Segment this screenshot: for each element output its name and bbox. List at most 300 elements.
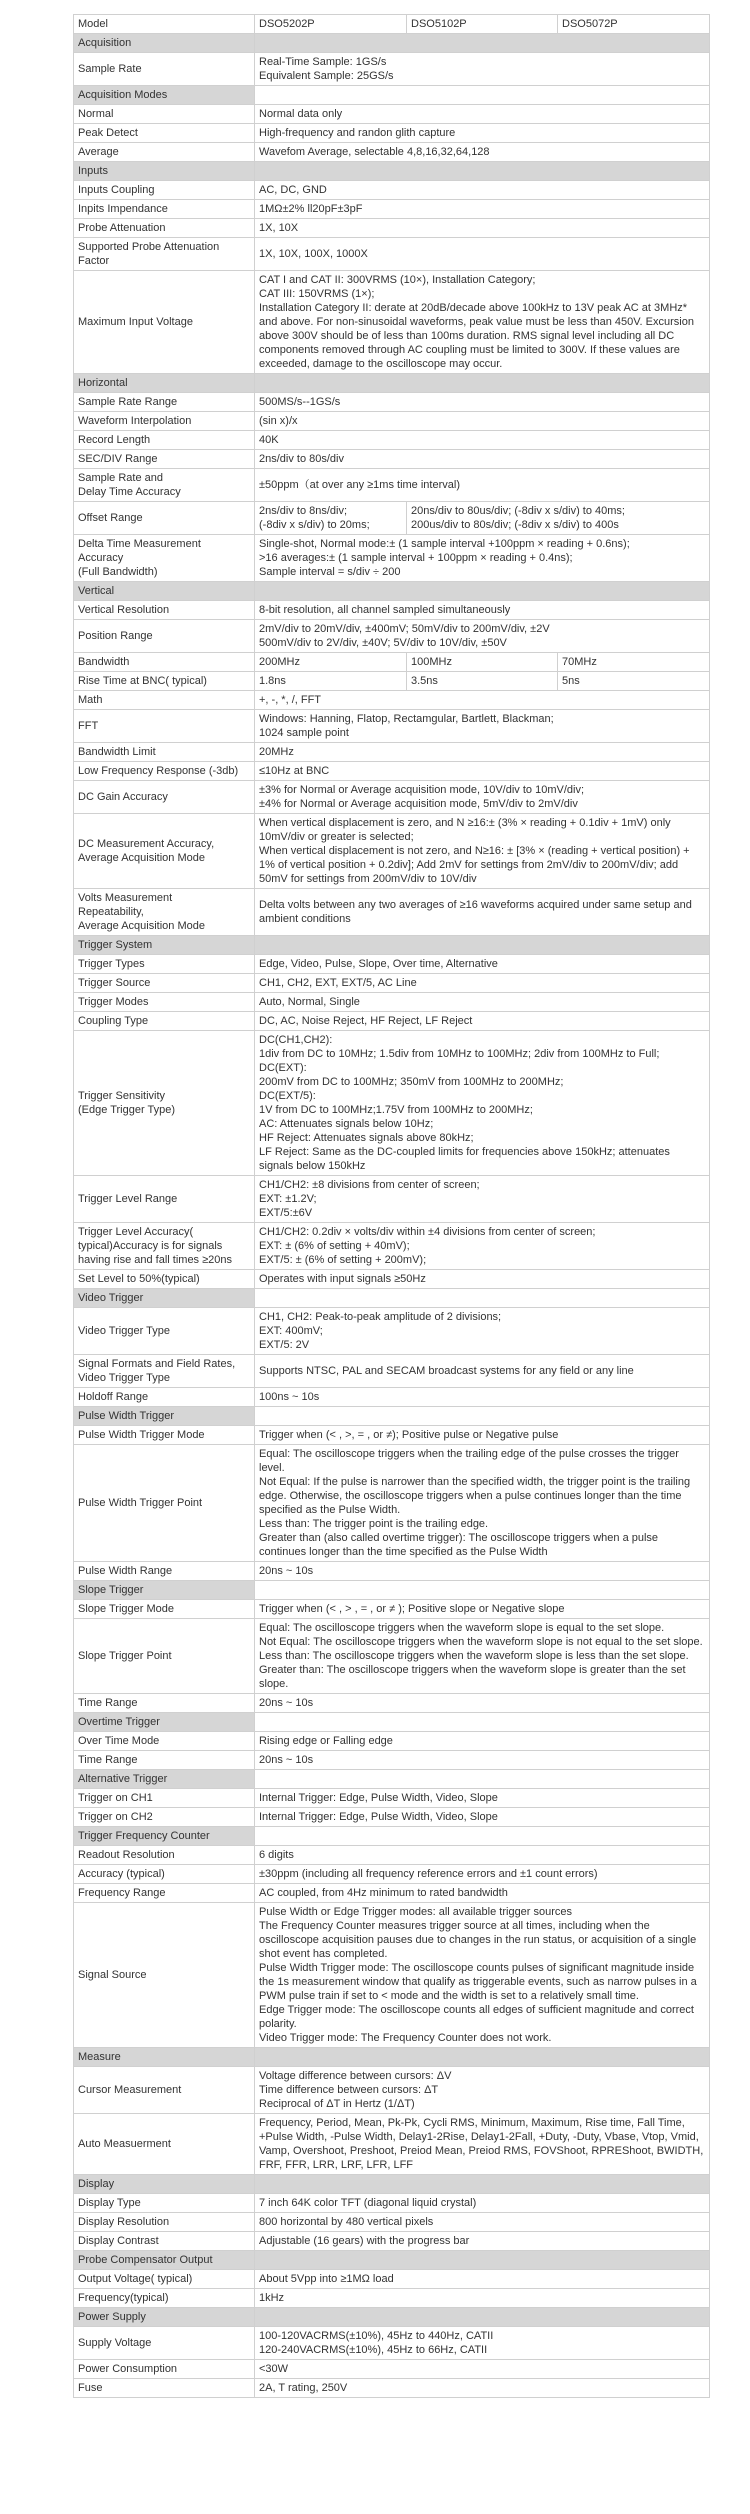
spec-label (74, 2194, 255, 2213)
text-line: EXT/5: 2V (259, 1339, 310, 1351)
spec-label (74, 1308, 255, 1355)
text-line: Supply Voltage (78, 2337, 152, 2349)
spec-label (74, 1176, 255, 1223)
text-line: 1X, 10X, 100X, 1000X (259, 248, 368, 260)
section-empty-cell (255, 1407, 710, 1426)
text-line: Frequency, Period, Mean, Pk-Pk, Cycli RMS, Minimum, Maximum, Rise time, Fall Time, +Pulse Width, -Pulse Width, Delay1-2Rise, Delay1-2Fall, +Duty, -Duty, Vbase, Vtop, Vmid, Vamp, Overshoot, Preshoot, Preiod Mean, Preiod RMS, FOVShoot, RPREShoot, BWIDTH, FRF, FFR, LRR, LRF, LFR, LFF (259, 2117, 704, 2171)
text-line: Bandwidth Limit (78, 746, 156, 758)
section-header-horizontal (74, 374, 710, 393)
spec-value (255, 412, 710, 431)
spec-label (74, 1846, 255, 1865)
spec-row-signal-source (74, 1903, 710, 2048)
spec-row-display-type (74, 2194, 710, 2213)
spec-label (74, 2048, 255, 2067)
text-line: Trigger Sensitivity (78, 1090, 166, 1102)
spec-row-model (74, 15, 710, 34)
spec-value (255, 1176, 710, 1223)
spec-value (255, 2289, 710, 2308)
text-line: Frequency Range (78, 1887, 166, 1899)
text-line: Slope Trigger (78, 1584, 144, 1596)
text-line: 20ns ~ 10s (259, 1754, 314, 1766)
text-line: Time Range (78, 1754, 138, 1766)
spec-value (255, 601, 710, 620)
text-line: AC: Attenuates signals below 10Hz; (259, 1118, 434, 1130)
text-line: Probe Attenuation (78, 222, 166, 234)
text-line: Record Length (78, 434, 151, 446)
spec-value (255, 238, 710, 271)
section-fill (255, 374, 710, 393)
spec-value (255, 53, 710, 86)
text-line: Normal (78, 108, 114, 120)
spec-label (74, 2067, 255, 2114)
spec-value (407, 502, 710, 535)
spec-label (74, 710, 255, 743)
text-line: ≤10Hz at BNC (259, 765, 330, 777)
text-line: 1MΩ±2% ll20pF±3pF (259, 203, 363, 215)
spec-label (74, 2270, 255, 2289)
spec-value (255, 1223, 710, 1270)
section-empty-cell (255, 1770, 710, 1789)
spec-value (255, 653, 407, 672)
text-line: Adjustable (16 gears) with the progress bar (259, 2235, 470, 2247)
spec-label (74, 412, 255, 431)
spec-row-set-level-to-50-typical (74, 1270, 710, 1289)
text-line: Vertical Resolution (78, 604, 170, 616)
spec-value (255, 672, 407, 691)
text-line: Overtime Trigger (78, 1716, 160, 1728)
spec-value (255, 219, 710, 238)
text-line: Trigger when (< , > , = , or ≠ ); Positive slope or Negative slope (259, 1603, 565, 1615)
text-line: Set Level to 50%(typical) (78, 1273, 200, 1285)
spec-row-trigger-level-accuracy-typical-accuracy- (74, 1223, 710, 1270)
text-line: Pulse Width Range (78, 1565, 173, 1577)
spec-row-time-range (74, 1694, 710, 1713)
spec-value (255, 1355, 710, 1388)
text-line: Operates with input signals ≥50Hz (259, 1273, 426, 1285)
text-line: Trigger on CH2 (78, 1811, 153, 1823)
section-empty-cell (255, 1581, 710, 1600)
spec-label (74, 1732, 255, 1751)
text-line: Not Equal: The oscilloscope triggers when the waveform slope is not equal to the set slope. (259, 1636, 703, 1648)
spec-row-pulse-width-trigger-point (74, 1445, 710, 1562)
spec-row-dc-gain-accuracy (74, 781, 710, 814)
spec-label (74, 450, 255, 469)
section-fill (255, 34, 710, 53)
spec-value (255, 1388, 710, 1407)
spec-row-average (74, 143, 710, 162)
spec-label (74, 238, 255, 271)
spec-label (74, 1012, 255, 1031)
spec-label (74, 15, 255, 34)
spec-row-trigger-level-range (74, 1176, 710, 1223)
spec-label (74, 124, 255, 143)
spec-label (74, 1619, 255, 1694)
text-line: 200us/div to 80s/div; (-8div x s/div) to 400s (411, 519, 619, 531)
spec-value (255, 1445, 710, 1562)
text-line: Slope Trigger Mode (78, 1603, 174, 1615)
text-line: Readout Resolution (78, 1849, 175, 1861)
spec-label (74, 2308, 255, 2327)
spec-label (74, 143, 255, 162)
text-line: Video Trigger mode: The Frequency Counter does not work. (259, 2032, 552, 2044)
spec-row-maximum-input-voltage (74, 271, 710, 374)
spec-label (74, 601, 255, 620)
text-line: Inputs Coupling (78, 184, 155, 196)
spec-row-inpits-impendance (74, 200, 710, 219)
section-fill (255, 936, 710, 955)
text-line: Wavefom Average, selectable 4,8,16,32,64,128 (259, 146, 490, 158)
spec-value (255, 2213, 710, 2232)
spec-value (255, 1562, 710, 1581)
spec-label (74, 1445, 255, 1562)
text-line: 2ns/div to 80s/div (259, 453, 344, 465)
text-line: HF Reject: Attenuates signals above 80kHz; (259, 1132, 474, 1144)
spec-value (255, 1865, 710, 1884)
spec-label (74, 1865, 255, 1884)
spec-row-peak-detect (74, 124, 710, 143)
text-line: Power Supply (78, 2311, 146, 2323)
spec-value (255, 2114, 710, 2175)
spec-label (74, 1407, 255, 1426)
text-line: When vertical displacement is not zero, and N≥16: ± [3% × (reading + vertical position) + 1% of vertical position + 0.2div]; Add 2mV for settings from 2mV/div to 200mV/div; add 50mV for settings from 200mV/div to 10V/div (259, 845, 690, 885)
text-line: DSO5102P (411, 18, 467, 30)
text-line: 1.8ns (259, 675, 286, 687)
spec-row-pulse-width-range (74, 1562, 710, 1581)
spec-label (74, 1562, 255, 1581)
text-line: Supported Probe Attenuation Factor (78, 241, 220, 267)
text-line: DSO5202P (259, 18, 315, 30)
text-line: Rise Time at BNC( typical) (78, 675, 207, 687)
text-line: Trigger when (< , >, = , or ≠); Positive pulse or Negative pulse (259, 1429, 559, 1441)
spec-row-readout-resolution (74, 1846, 710, 1865)
spec-row-fuse (74, 2379, 710, 2398)
text-line: Signal Source (78, 1969, 147, 1981)
text-line: Repeatability, (78, 906, 144, 918)
spec-label (74, 431, 255, 450)
text-line: Normal data only (259, 108, 343, 120)
section-fill (255, 162, 710, 181)
text-line: 1div from DC to 10MHz; 1.5div from 10MHz to 100MHz; 2div from 100MHz to Full; (259, 1048, 660, 1060)
section-header-acquisition (74, 34, 710, 53)
text-line: Pulse Width Trigger (78, 1410, 174, 1422)
text-line: Sample Rate Range (78, 396, 178, 408)
text-line: Trigger Source (78, 977, 151, 989)
spec-value (255, 1619, 710, 1694)
spec-label (74, 582, 255, 601)
spec-label (74, 53, 255, 86)
text-line: 800 horizontal by 480 vertical pixels (259, 2216, 434, 2228)
spec-row-rise-time-at-bnc-typical (74, 672, 710, 691)
spec-value (255, 1903, 710, 2048)
spec-value (255, 1600, 710, 1619)
spec-label (74, 86, 255, 105)
text-line: 500mV/div to 2V/div, ±40V; 5V/div to 10V/div, ±50V (259, 637, 507, 649)
text-line: (-8div x s/div) to 20ms; (259, 519, 370, 531)
text-line: Offset Range (78, 512, 143, 524)
text-line: Inputs (78, 165, 108, 177)
section-header-trigger-frequency-counter (74, 1827, 710, 1846)
text-line: Greater than (also called overtime trigger): The oscilloscope triggers when a pulse continues longer than the time specified as the Pulse Width (259, 1532, 659, 1558)
section-header-pulse-width-trigger (74, 1407, 710, 1426)
text-line: EXT/5:±6V (259, 1207, 313, 1219)
spec-row-frequency-range (74, 1884, 710, 1903)
text-line: ±50ppm（at over any ≥1ms time interval) (259, 479, 460, 491)
spec-value (255, 1789, 710, 1808)
text-line: Fuse (78, 2382, 103, 2394)
text-line: 6 digits (259, 1849, 294, 1861)
section-fill (255, 582, 710, 601)
text-line: Real-Time Sample: 1GS/s (259, 56, 387, 68)
text-line: Measure (78, 2051, 121, 2063)
text-line: Sample Rate (78, 63, 142, 75)
text-line: Pulse Width Trigger Mode (78, 1429, 205, 1441)
spec-value (255, 431, 710, 450)
spec-value (255, 143, 710, 162)
text-line: Volts Measurement (78, 892, 173, 904)
spec-value (255, 2232, 710, 2251)
spec-row-waveform-interpolation (74, 412, 710, 431)
spec-value (255, 710, 710, 743)
spec-value (255, 1308, 710, 1355)
text-line: 200MHz (259, 656, 300, 668)
text-line: 100-120VACRMS(±10%), 45Hz to 440Hz, CATII (259, 2330, 494, 2342)
spec-value (255, 2360, 710, 2379)
spec-table (73, 14, 710, 2398)
spec-value (255, 1012, 710, 1031)
text-line: Time difference between cursors: ΔT (259, 2084, 439, 2096)
spec-label (74, 181, 255, 200)
text-line: Accuracy (typical) (78, 1868, 165, 1880)
text-line: Video Trigger (78, 1292, 144, 1304)
text-line: 3.5ns (411, 675, 438, 687)
spec-row-over-time-mode (74, 1732, 710, 1751)
text-line: Math (78, 694, 103, 706)
spec-row-slope-trigger-mode (74, 1600, 710, 1619)
spec-row-cursor-measurement (74, 2067, 710, 2114)
section-fill (255, 2175, 710, 2194)
spec-label (74, 2114, 255, 2175)
spec-label (74, 653, 255, 672)
text-line: Position Range (78, 630, 153, 642)
section-empty-cell (255, 1827, 710, 1846)
spec-value (255, 450, 710, 469)
text-line: The Frequency Counter measures trigger source at all times, including when the oscilloscope acquisition pauses due to changes in the run status, or acquisition of a single shot event has completed. (259, 1920, 697, 1960)
spec-label (74, 1770, 255, 1789)
text-line: 2mV/div to 20mV/div, ±400mV; 50mV/div to 200mV/div, ±2V (259, 623, 550, 635)
spec-row-trigger-sensitivity-edge-trigger-type (74, 1031, 710, 1176)
text-line: (sin x)/x (259, 415, 298, 427)
spec-value (255, 1426, 710, 1445)
text-line: Acquisition (78, 37, 132, 49)
spec-label (74, 1355, 255, 1388)
section-header-alternative-trigger (74, 1770, 710, 1789)
text-line: Average (78, 146, 119, 158)
spec-label (74, 2251, 255, 2270)
spec-label (74, 1388, 255, 1407)
text-line: EXT: 400mV; (259, 1325, 323, 1337)
spec-row-holdoff-range (74, 1388, 710, 1407)
spec-label (74, 936, 255, 955)
spec-row-time-range (74, 1751, 710, 1770)
spec-label (74, 219, 255, 238)
text-line: CAT III: 150VRMS (1×); (259, 288, 375, 300)
spec-value (255, 974, 710, 993)
spec-row-frequency-typical (74, 2289, 710, 2308)
spec-row-video-trigger-type (74, 1308, 710, 1355)
text-line: Waveform Interpolation (78, 415, 192, 427)
spec-value (255, 743, 710, 762)
spec-row-signal-formats-and-field-rates-video-tri (74, 1355, 710, 1388)
section-header-inputs (74, 162, 710, 181)
text-line: Probe Compensator Output (78, 2254, 213, 2266)
spec-row-accuracy-typical (74, 1865, 710, 1884)
spec-value (255, 200, 710, 219)
section-header-video-trigger (74, 1289, 710, 1308)
text-line: Rising edge or Falling edge (259, 1735, 393, 1747)
spec-row-vertical-resolution (74, 601, 710, 620)
spec-label (74, 781, 255, 814)
spec-row-trigger-types (74, 955, 710, 974)
text-line: 120-240VACRMS(±10%), 45Hz to 66Hz, CATII (259, 2344, 488, 2356)
spec-value (255, 955, 710, 974)
text-line: Acquisition Modes (78, 89, 168, 101)
spec-label (74, 1827, 255, 1846)
spec-value (255, 15, 407, 34)
spec-value (255, 535, 710, 582)
spec-row-delta-time-measurement-accuracy-full-ban (74, 535, 710, 582)
section-fill (255, 2251, 710, 2270)
spec-label (74, 1289, 255, 1308)
section-empty-cell (255, 86, 710, 105)
text-line: Trigger on CH1 (78, 1792, 153, 1804)
spec-label (74, 1581, 255, 1600)
section-fill (255, 2048, 710, 2067)
spec-label (74, 374, 255, 393)
section-empty-cell (255, 1713, 710, 1732)
spec-value (255, 2067, 710, 2114)
text-line: High-frequency and randon glith capture (259, 127, 456, 139)
text-line: Display (78, 2178, 115, 2190)
text-line: Delay Time Accuracy (78, 486, 181, 498)
spec-row-supported-probe-attenuation-factor (74, 238, 710, 271)
text-line: 8-bit resolution, all channel sampled simultaneously (259, 604, 511, 616)
text-line: Display Contrast (78, 2235, 159, 2247)
text-line: DSO5072P (562, 18, 618, 30)
text-line: 70MHz (562, 656, 597, 668)
text-line: Average Acquisition Mode (78, 920, 205, 932)
spec-label (74, 1884, 255, 1903)
text-line: Cursor Measurement (78, 2084, 182, 2096)
text-line: Voltage difference between cursors: ΔV (259, 2070, 452, 2082)
text-line: 1kHz (259, 2292, 285, 2304)
spec-value (255, 271, 710, 374)
spec-value (255, 393, 710, 412)
section-header-acquisition-modes (74, 86, 710, 105)
text-line: 1024 sample point (259, 727, 349, 739)
text-line: Internal Trigger: Edge, Pulse Width, Video, Slope (259, 1811, 498, 1823)
text-line: Accuracy (78, 552, 124, 564)
text-line: ±4% for Normal or Average acquisition mode, 5mV/div to 2mV/div (259, 798, 578, 810)
text-line: Edge, Video, Pulse, Slope, Over time, Alternative (259, 958, 498, 970)
spec-value (255, 1270, 710, 1289)
text-line: When vertical displacement is zero, and N ≥16:± (3% × reading + 0.1div + 1mV) only 10mV/div or greater is selected; (259, 817, 671, 843)
spec-value (407, 15, 558, 34)
text-line: Auto Measuerment (78, 2138, 171, 2150)
spec-label (74, 1031, 255, 1176)
text-line: Sample Rate and (78, 472, 163, 484)
spec-row-dc-measurement-accuracy-average-acquisit (74, 814, 710, 889)
text-line: Trigger Level Accuracy( typical)Accuracy is for signals having rise and fall times ≥20ns (78, 1226, 233, 1266)
text-line: 20MHz (259, 746, 294, 758)
text-line: 100MHz (411, 656, 452, 668)
text-line: EXT: ± (6% of setting + 40mV); (259, 1240, 410, 1252)
spec-label (74, 691, 255, 710)
section-header-power-supply (74, 2308, 710, 2327)
spec-row-fft (74, 710, 710, 743)
spec-label (74, 162, 255, 181)
spec-row-record-length (74, 431, 710, 450)
spec-label (74, 1808, 255, 1827)
text-line: Not Equal: If the pulse is narrower than the specified width, the trigger point is the trailing edge. Otherwise, the oscilloscope triggers when a pulse continues longer than the time specified as the Pulse Width. (259, 1476, 691, 1516)
text-line: Inpits Impendance (78, 203, 168, 215)
text-line: Less than: The trigger point is the trailing edge. (259, 1518, 489, 1530)
text-line: Pulse Width Trigger Point (78, 1497, 203, 1509)
text-line: 20ns/div to 80us/div; (-8div x s/div) to 40ms; (411, 505, 625, 517)
spec-value (407, 653, 558, 672)
spec-row-display-contrast (74, 2232, 710, 2251)
spec-value (255, 2270, 710, 2289)
spec-row-supply-voltage (74, 2327, 710, 2360)
spec-label (74, 271, 255, 374)
spec-row-low-frequency-response-3db (74, 762, 710, 781)
text-line: AC, DC, GND (259, 184, 327, 196)
spec-value (255, 1751, 710, 1770)
spec-row-normal (74, 105, 710, 124)
spec-label (74, 1270, 255, 1289)
spec-label (74, 1426, 255, 1445)
section-header-slope-trigger (74, 1581, 710, 1600)
section-fill (255, 2308, 710, 2327)
section-header-trigger-system (74, 936, 710, 955)
text-line: >16 averages:± (1 sample interval + 100ppm × reading + 0.4ns); (259, 552, 573, 564)
spec-row-probe-attenuation (74, 219, 710, 238)
text-line: Over Time Mode (78, 1735, 160, 1747)
spec-row-bandwidth (74, 653, 710, 672)
text-line: Greater than: The oscilloscope triggers when the waveform slope is greater than the set slope. (259, 1664, 686, 1690)
spec-value (255, 1808, 710, 1827)
text-line: Display Resolution (78, 2216, 170, 2228)
spec-label (74, 105, 255, 124)
text-line: 100ns ~ 10s (259, 1391, 320, 1403)
spec-value (255, 1694, 710, 1713)
text-line: Horizontal (78, 377, 128, 389)
text-line: CH1, CH2: Peak-to-peak amplitude of 2 divisions; (259, 1311, 502, 1323)
text-line: 20ns ~ 10s (259, 1697, 314, 1709)
text-line: 7 inch 64K color TFT (diagonal liquid crystal) (259, 2197, 477, 2209)
spec-row-output-voltage-typical (74, 2270, 710, 2289)
text-line: Peak Detect (78, 127, 138, 139)
spec-label (74, 620, 255, 653)
spec-label (74, 974, 255, 993)
spec-label (74, 1751, 255, 1770)
text-line: EXT: ±1.2V; (259, 1193, 317, 1205)
text-line: ±30ppm (including all frequency reference errors and ±1 count errors) (259, 1868, 598, 1880)
text-line: Delta Time Measurement (78, 538, 201, 550)
spec-value (255, 469, 710, 502)
text-line: Bandwidth (78, 656, 130, 668)
text-line: AC coupled, from 4Hz minimum to rated bandwidth (259, 1887, 508, 1899)
spec-value (558, 15, 710, 34)
